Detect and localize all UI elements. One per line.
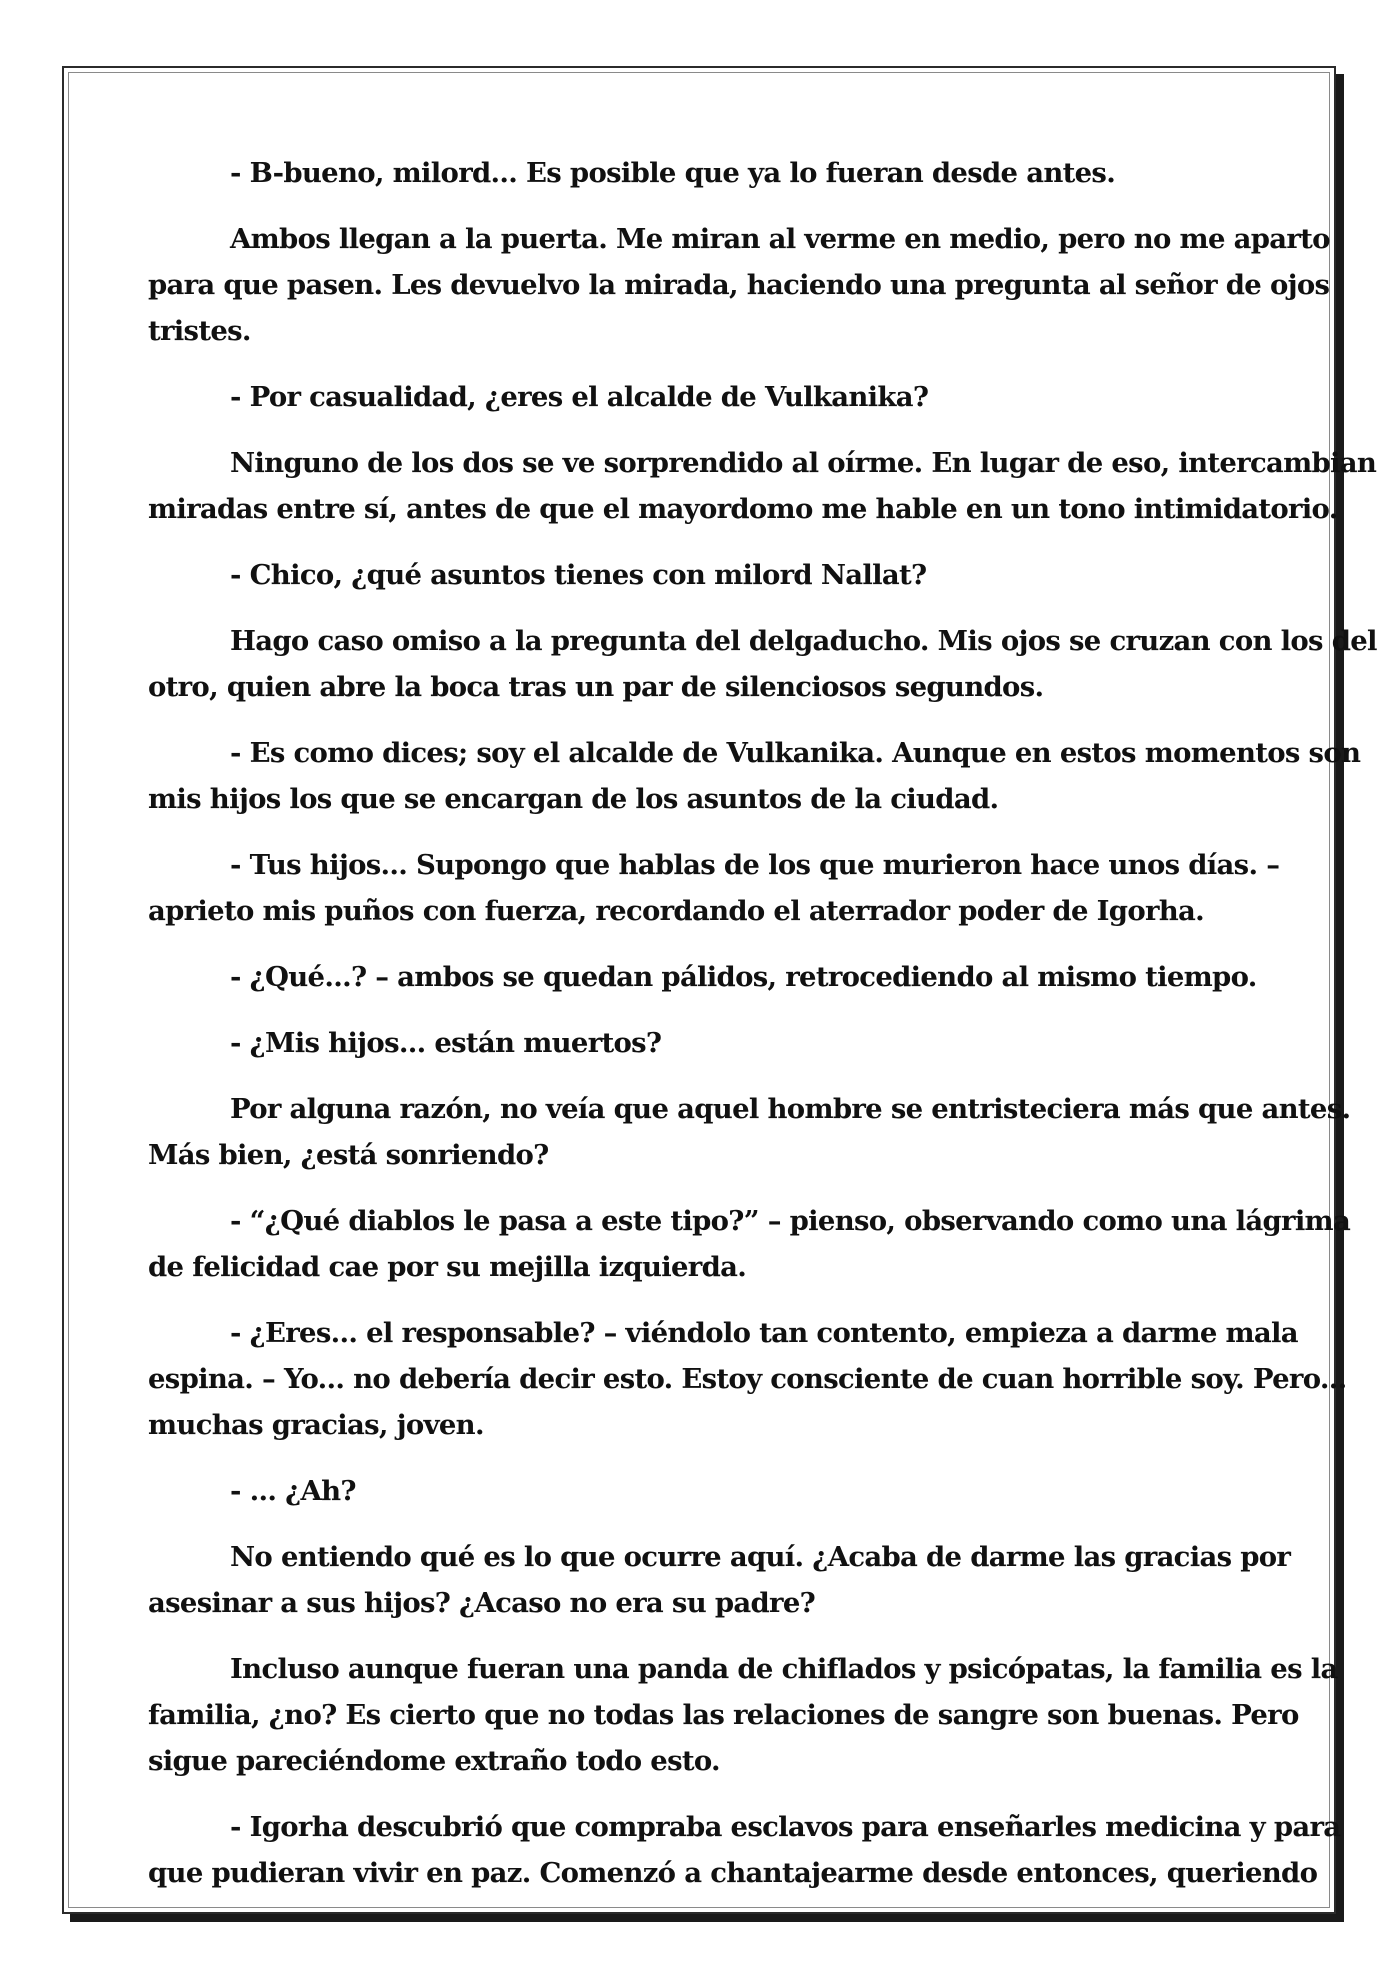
page-text bbox=[148, 150, 1384, 1916]
paragraph: - Por casualidad, ¿eres el alcalde de Vulkanika? bbox=[230, 381, 929, 413]
paragraph: Por alguna razón, no veía que aquel hombre se entristeciera más que antes. Más bien, ¿está sonriendo? bbox=[148, 1093, 1351, 1171]
paragraph: - Tus hijos... Supongo que hablas de los que murieron hace unos días. – aprieto mis puños con fuerza, recordando el aterrador poder de Igorha. bbox=[148, 849, 1280, 927]
paragraph: - ¿Eres... el responsable? – viéndolo tan contento, empieza a darme mala espina. – Yo... no debería decir esto. Estoy consciente de cuan horrible soy. Pero... muchas gracias, joven. bbox=[148, 1317, 1347, 1441]
paragraph: Hago caso omiso a la pregunta del delgaducho. Mis ojos se cruzan con los del otro, quien abre la boca tras un par de silenciosos segundos. bbox=[148, 625, 1377, 703]
paragraph: Ninguno de los dos se ve sorprendido al oírme. En lugar de eso, intercambian miradas entre sí, antes de que el mayordomo me hable en un tono intimidatorio. bbox=[148, 447, 1377, 525]
paragraph: - ¿Qué...? – ambos se quedan pálidos, retrocediendo al mismo tiempo. bbox=[230, 961, 1257, 993]
paragraph: Incluso aunque fueran una panda de chiflados y psicópatas, la familia es la familia, ¿no? Es cierto que no todas las relaciones de sangre son buenas. Pero sigue pareciéndome extraño todo esto. bbox=[148, 1653, 1338, 1777]
paragraph: Ambos llegan a la puerta. Me miran al verme en medio, pero no me aparto para que pasen. Les devuelvo la mirada, haciendo una pregunta al señor de ojos tristes. bbox=[148, 223, 1330, 347]
page-frame bbox=[62, 66, 1377, 1914]
paragraph: - Es como dices; soy el alcalde de Vulkanika. Aunque en estos momentos son mis hijos los que se encargan de los asuntos de la ciudad. bbox=[148, 737, 1361, 815]
paragraph: No entiendo qué es lo que ocurre aquí. ¿Acaba de darme las gracias por asesinar a sus hijos? ¿Acaso no era su padre? bbox=[148, 1541, 1291, 1619]
paragraph: - Chico, ¿qué asuntos tienes con milord Nallat? bbox=[230, 559, 927, 591]
paragraph: - ¿Mis hijos... están muertos? bbox=[230, 1027, 662, 1059]
paragraph: - “¿Qué diablos le pasa a este tipo?” – pienso, observando como una lágrima de felicidad cae por su mejilla izquierda. bbox=[148, 1205, 1351, 1283]
paragraph: - B-bueno, milord... Es posible que ya lo fueran desde antes. bbox=[230, 157, 1116, 189]
paragraph: - Igorha descubrió que compraba esclavos para enseñarles medicina y para que pudieran vivir en paz. Comenzó a chantajearme desde entonces, queriendo bbox=[148, 1811, 1341, 1889]
paragraph: - ... ¿Ah? bbox=[230, 1475, 356, 1507]
